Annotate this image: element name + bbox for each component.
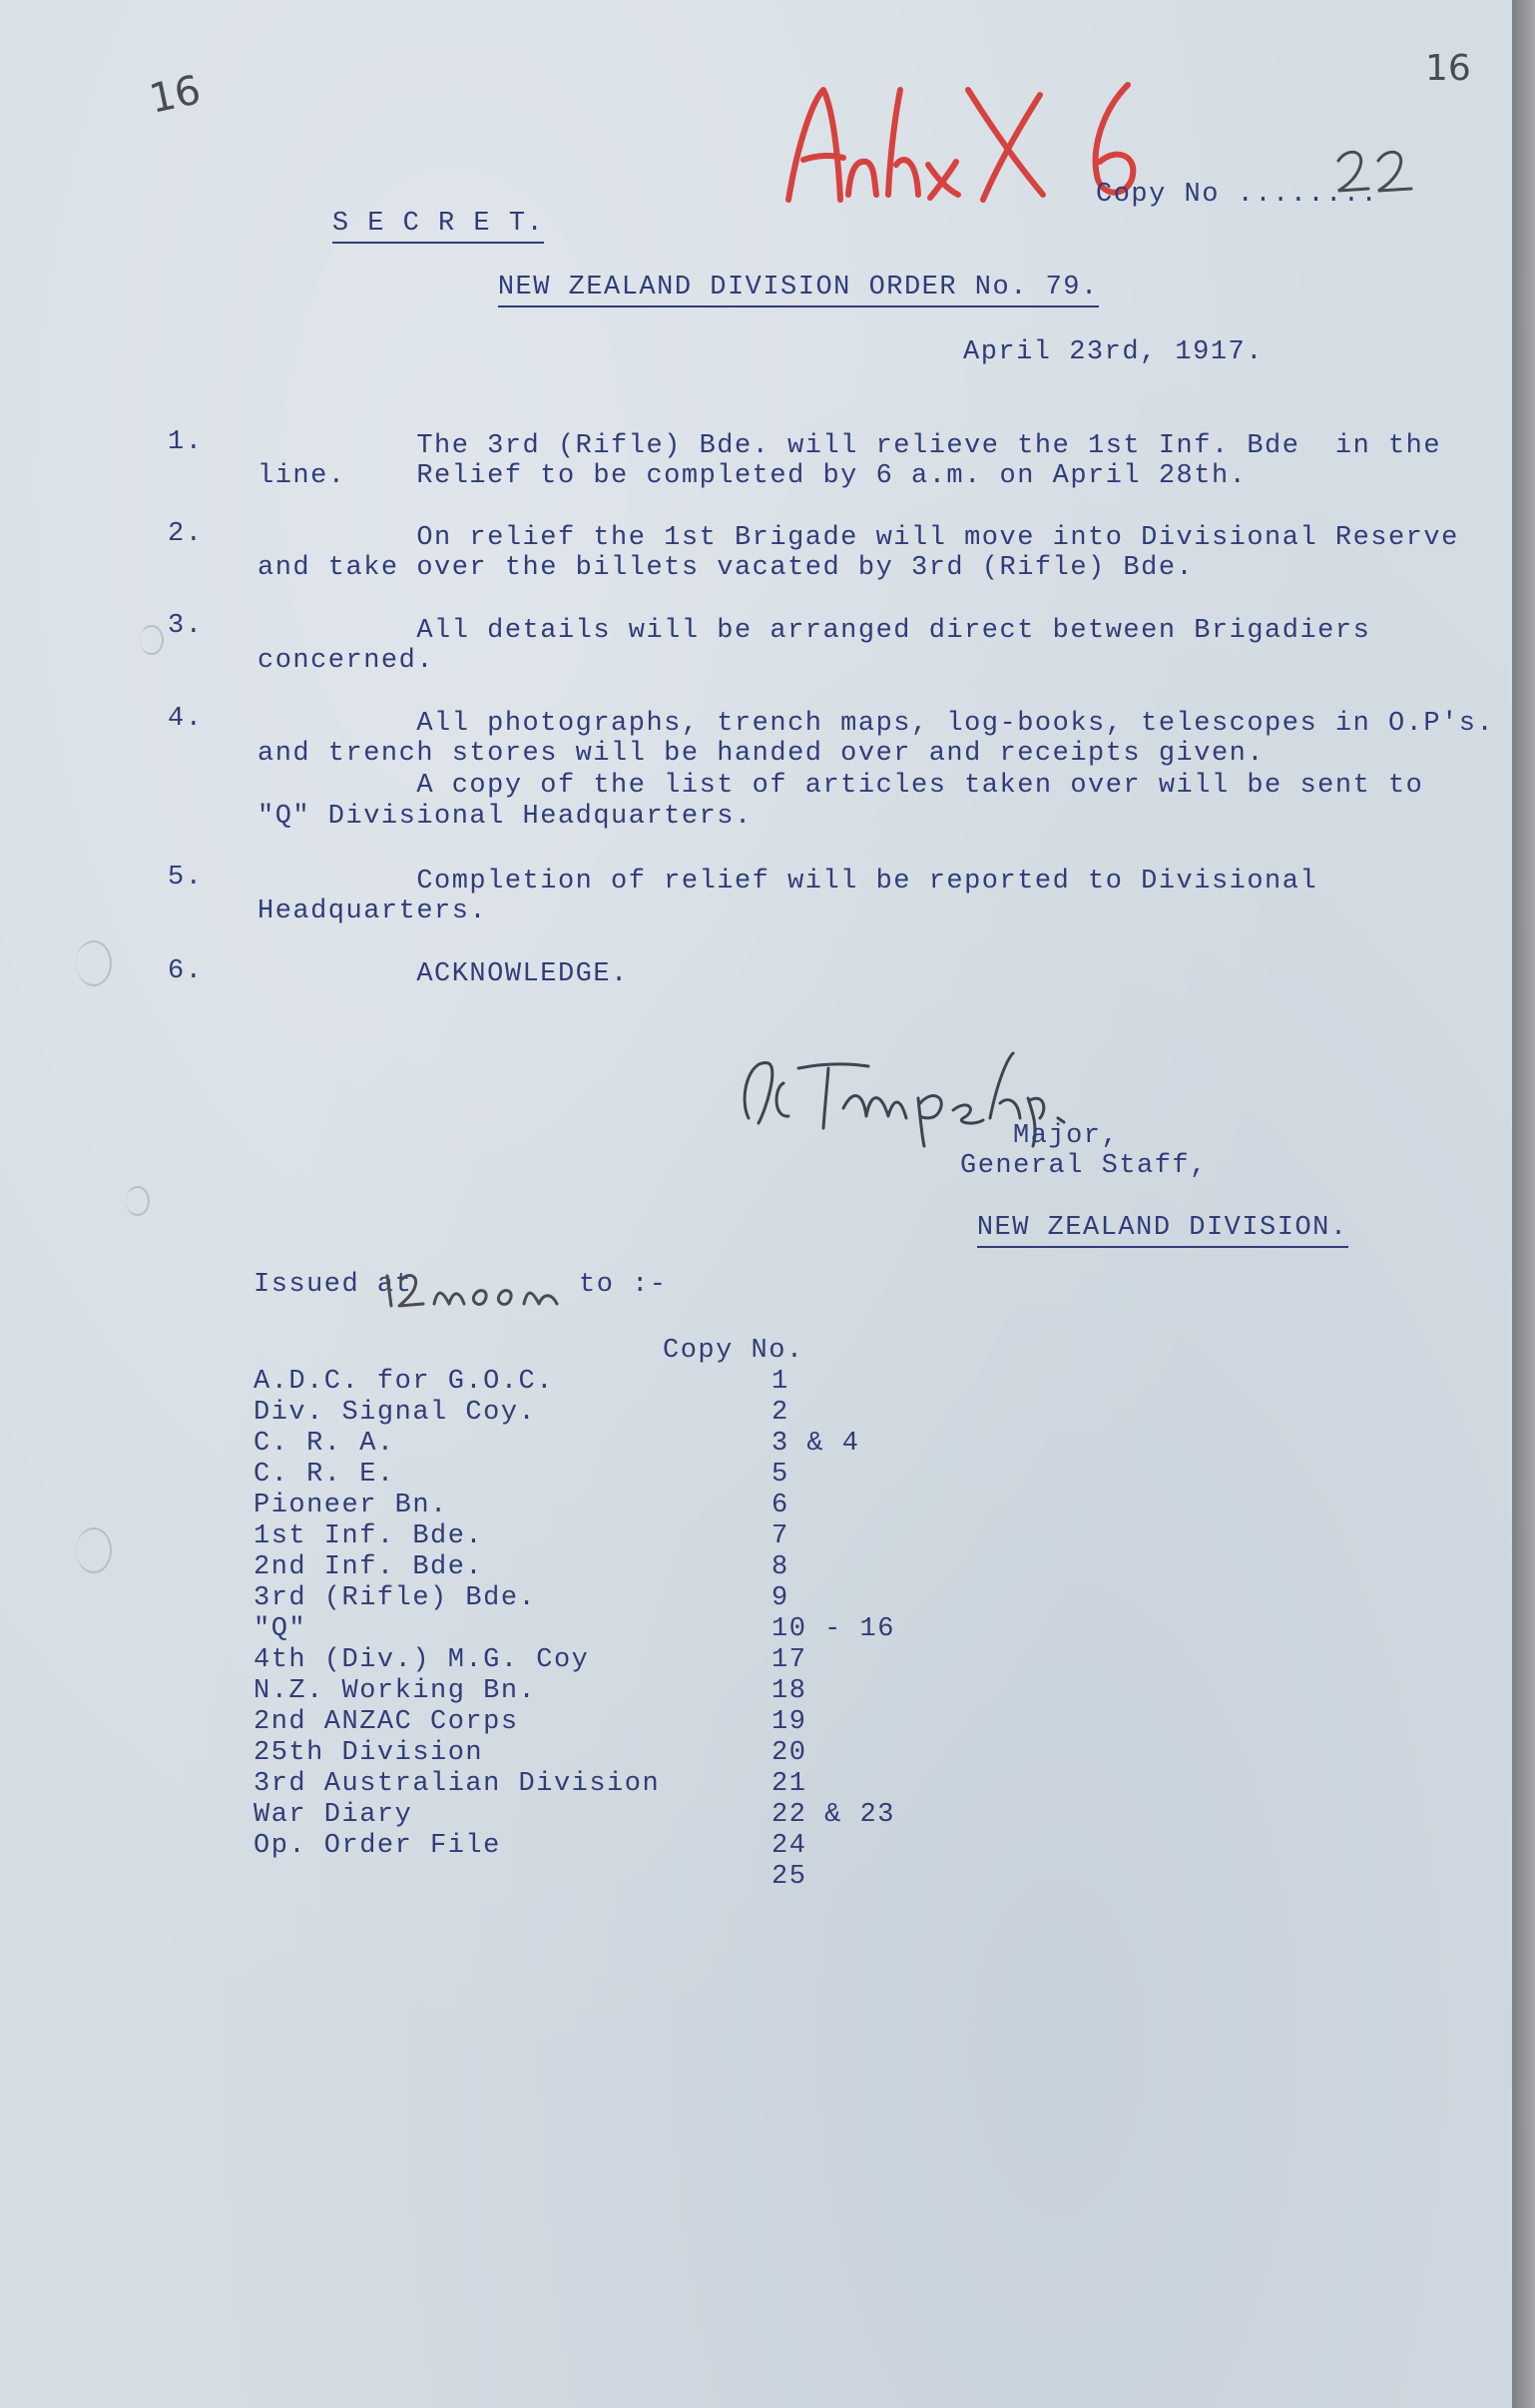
paragraph-line: Headquarters. [257,897,488,926]
punch-hole [76,940,112,986]
distribution-recipient: "Q" [254,1614,307,1644]
paragraph-line: On relief the 1st Brigade will move into Divisional Reserve [257,523,1459,553]
copy-number-handwritten [1333,146,1423,196]
distribution-recipient: 3rd Australian Division [254,1769,661,1799]
handwritten-signature [729,1038,1198,1148]
paragraph-number: 6. [168,956,204,986]
distribution-recipient: 2nd ANZAC Corps [254,1707,519,1737]
paragraph-line: Completion of relief will be reported to Divisional [257,867,1318,897]
distribution-recipient: Div. Signal Coy. [254,1398,537,1428]
paragraph-number: 5. [168,863,204,893]
issued-label: Issued at [254,1270,413,1300]
distribution-recipient: Pioneer Bn. [254,1491,448,1520]
order-date: April 23rd, 1917. [963,337,1264,367]
paragraph-line: All details will be arranged direct between Brigadiers [257,616,1371,646]
issued-suffix: to :- [579,1270,668,1300]
distribution-recipient: 4th (Div.) M.G. Coy [254,1645,590,1675]
distribution-copy: 20 [771,1738,807,1768]
distribution-copy: 25 [771,1862,807,1892]
distribution-header: Copy No. [663,1336,804,1366]
distribution-copy: 6 [771,1491,789,1520]
issued-time-handwritten [379,1266,569,1316]
distribution-copy: 5 [771,1460,789,1490]
order-title: NEW ZEALAND DIVISION ORDER No. 79. [427,242,1099,334]
paragraph-line: line. Relief to be completed by 6 a.m. on April 28th. [257,461,1248,491]
distribution-recipient: C. R. E. [254,1460,395,1490]
paragraph-line: All photographs, trench maps, log-books, telescopes in O.P's. [257,709,1495,739]
distribution-copy: 9 [771,1583,789,1613]
distribution-recipient: 25th Division [254,1738,484,1768]
signature-rank: Major, [1013,1121,1120,1151]
distribution-copy: 22 & 23 [771,1800,895,1830]
distribution-recipient: 3rd (Rifle) Bde. [254,1583,537,1613]
paragraph-line: concerned. [257,646,435,676]
distribution-recipient: 1st Inf. Bde. [254,1521,484,1551]
paragraph-line: ACKNOWLEDGE. [257,959,629,989]
distribution-recipient: A.D.C. for G.O.C. [254,1367,554,1397]
distribution-recipient: N.Z. Working Bn. [254,1676,537,1706]
distribution-copy: 7 [771,1521,789,1551]
distribution-copy: 19 [771,1707,807,1737]
distribution-copy: 21 [771,1769,807,1799]
paragraph-number: 1. [168,427,204,457]
distribution-copy: 24 [771,1831,807,1861]
paragraph-number: 3. [168,611,204,641]
paragraph-line: The 3rd (Rifle) Bde. will relieve the 1st Inf. Bde in the [257,431,1442,461]
distribution-copy: 17 [771,1645,807,1675]
punch-hole [140,625,164,655]
signature-staff: General Staff, [960,1151,1208,1181]
paragraph-number: 2. [168,519,204,549]
punch-hole [76,1527,112,1573]
punch-hole [126,1186,150,1216]
distribution-copy: 10 - 16 [771,1614,895,1644]
distribution-copy: 3 & 4 [771,1429,860,1459]
classification-label: S E C R E T. [261,178,544,271]
paragraph-line: "Q" Divisional Headquarters. [257,802,753,832]
distribution-recipient: War Diary [254,1800,413,1830]
page-edge-shadow [1512,0,1535,2408]
paragraph-line: and take over the billets vacated by 3rd (Rifle) Bde. [257,553,1195,583]
distribution-copy: 2 [771,1398,789,1428]
paragraph-number: 4. [168,704,204,734]
signature-division: NEW ZEALAND DIVISION. [906,1182,1348,1275]
paragraph-line: A copy of the list of articles taken over will be sent to [257,771,1424,801]
distribution-recipient: C. R. A. [254,1429,395,1459]
distribution-recipient: 2nd Inf. Bde. [254,1552,484,1582]
distribution-copy: 18 [771,1676,807,1706]
page-number-right: 16 [1425,48,1471,89]
distribution-copy: 1 [771,1367,789,1397]
copy-number-label: Copy No ........ [1096,180,1379,210]
distribution-copy: 8 [771,1552,789,1582]
distribution-recipient: Op. Order File [254,1831,501,1861]
paragraph-line: and trench stores will be handed over and receipts given. [257,739,1266,769]
page-number-left: 16 [145,67,206,123]
